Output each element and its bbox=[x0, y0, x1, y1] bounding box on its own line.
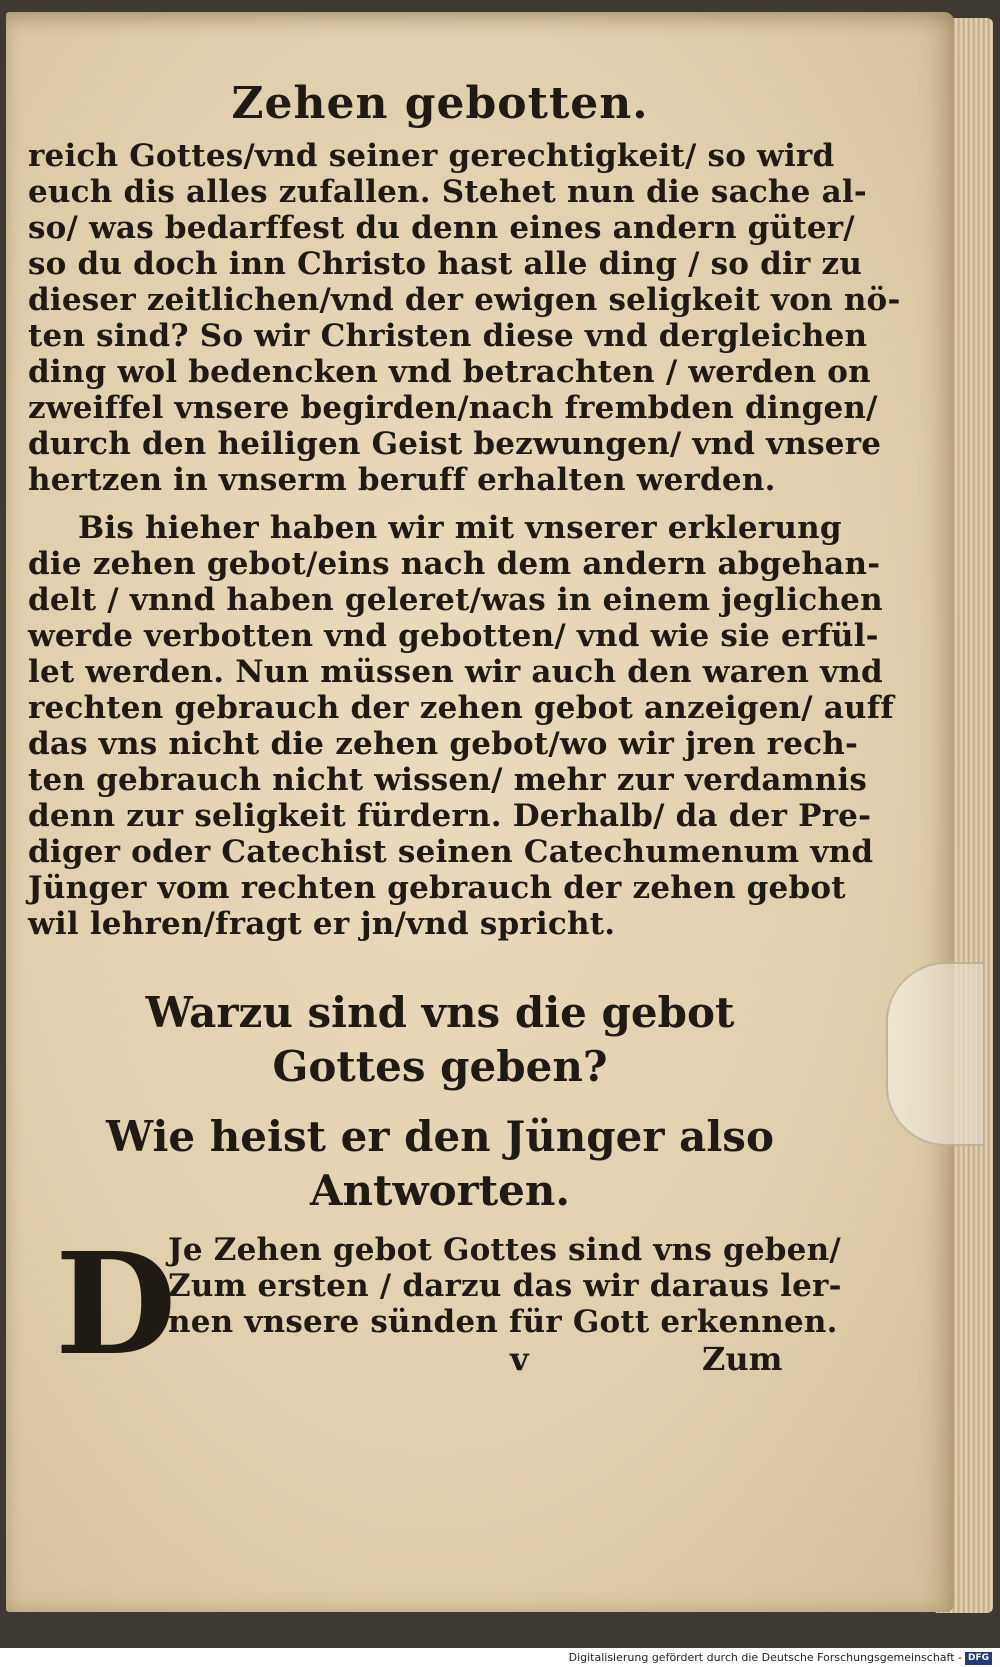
text-line: durch den heiligen Geist bezwungen/ vnd vnsere bbox=[28, 426, 882, 462]
text-line: nen vnsere sünden für Gott erkennen. bbox=[168, 1304, 838, 1340]
page-clip bbox=[886, 962, 983, 1146]
text-line: rechten gebrauch der zehen gebot anzeigen/ auff bbox=[28, 690, 894, 726]
drop-cap-initial: D bbox=[55, 1223, 177, 1387]
text-line: hertzen in vnserm beruff erhalten werden. bbox=[28, 462, 776, 498]
text-line: zweiffel vnsere begirden/nach frembden dingen/ bbox=[28, 390, 878, 426]
text-line: reich Gottes/vnd seiner gerechtigkeit/ so wird bbox=[28, 138, 835, 174]
text-line: Jünger vom rechten gebrauch der zehen gebot bbox=[28, 870, 846, 906]
section-heading: Gottes geben? bbox=[272, 1042, 608, 1091]
text-line: die zehen gebot/eins nach dem andern abgehan- bbox=[28, 546, 881, 582]
text-line: dieser zeitlichen/vnd der ewigen seligkeit von nö- bbox=[28, 282, 901, 318]
section-heading: Wie heist er den Jünger also bbox=[106, 1112, 774, 1161]
text-line: diger oder Catechist seinen Catechumenum vnd bbox=[28, 834, 874, 870]
section-heading: Antworten. bbox=[309, 1166, 571, 1215]
dfg-logo-icon: DFG bbox=[965, 1652, 992, 1665]
text-line: let werden. Nun müssen wir auch den waren vnd bbox=[28, 654, 883, 690]
running-header: Zehen gebotten. bbox=[231, 78, 649, 129]
funding-credit-text: Digitalisierung gefördert durch die Deutsche Forschungsgemeinschaft - bbox=[568, 1651, 962, 1664]
text-line: werde verbotten vnd gebotten/ vnd wie sie erfül- bbox=[28, 618, 879, 654]
text-line: so du doch inn Christo hast alle ding / so dir zu bbox=[28, 246, 863, 282]
signature-mark: v bbox=[510, 1340, 529, 1378]
text-line: Zum ersten / darzu das wir daraus ler- bbox=[168, 1268, 842, 1304]
funding-credit bbox=[569, 1650, 992, 1666]
text-line: denn zur seligkeit fürdern. Derhalb/ da der Pre- bbox=[28, 798, 872, 834]
text-line: so/ was bedarffest du denn eines andern güter/ bbox=[28, 210, 855, 246]
text-line: wil lehren/fragt er jn/vnd spricht. bbox=[28, 906, 616, 942]
catchword: Zum bbox=[702, 1340, 783, 1378]
text-line: euch dis alles zufallen. Stehet nun die sache al- bbox=[28, 174, 867, 210]
text-line: ten sind? So wir Christen diese vnd dergleichen bbox=[28, 318, 868, 354]
text-line: ten gebrauch nicht wissen/ mehr zur verdamnis bbox=[28, 762, 868, 798]
text-line: Je Zehen gebot Gottes sind vns geben/ bbox=[168, 1232, 841, 1268]
section-heading: Warzu sind vns die gebot bbox=[145, 988, 735, 1037]
text-line: das vns nicht die zehen gebot/wo wir jren rech- bbox=[28, 726, 859, 762]
text-line: ding wol bedencken vnd betrachten / werden on bbox=[28, 354, 871, 390]
text-line: delt / vnnd haben geleret/was in einem jeglichen bbox=[28, 582, 883, 618]
text-line: Bis hieher haben wir mit vnserer erklerung bbox=[78, 510, 842, 546]
